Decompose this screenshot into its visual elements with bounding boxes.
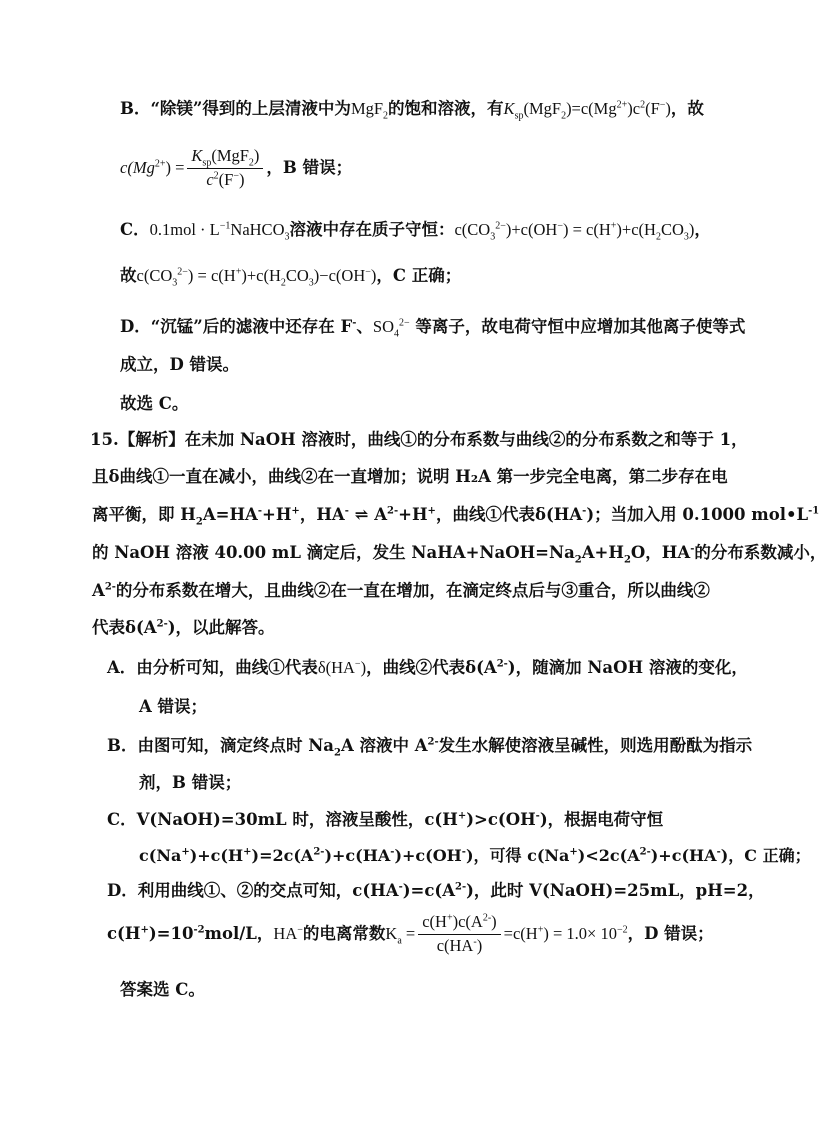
formula-ka: $K_a$ = bbox=[385, 923, 416, 947]
text-line-analysis-4: 的 NaOH 溶液 40.00 mL 滴定后，发生 $NaHA+NaOH=Na_2A+H_2O$，HA-的分布系数减小， bbox=[92, 543, 826, 566]
text-segment: 且δ曲线①一直在减小，曲线②在一直增加；说明 H₂A 第一步完全电离，第二步存在电 bbox=[92, 467, 728, 486]
text-line-analysis-5: $A^{2-}$的分布系数在增大，且曲线②在一直在增加，在滴定终点后与③重合，所以曲线② bbox=[92, 581, 710, 600]
formula-ha-ion: HA− bbox=[273, 923, 303, 943]
option-d-lead: D．“沉锰”后的滤液中还存在 F bbox=[120, 317, 353, 336]
text-segment: 的饱和溶液，有 bbox=[388, 99, 504, 118]
option-b-lead: B．“除镁”得到的上层清液中为 bbox=[120, 99, 351, 118]
formula-sulfate: $SO_4^{2-}$ bbox=[372, 317, 410, 340]
formula-concentration: $0.1mol \cdot L^{-1}NaHCO_3$ bbox=[149, 220, 290, 243]
text-line-choice bbox=[120, 396, 188, 413]
text-line-answer: 答案选 C。 bbox=[120, 980, 205, 999]
text-segment: 成立，D 错误。 bbox=[120, 355, 240, 374]
text-line-15-option-b: B．由图可知，滴定终点时 $Na_2A$ 溶液中 $A^{2-}$发生水解使溶液呈碱性，则选用酚酞为指示 bbox=[107, 736, 753, 759]
formula-mg-lhs: $c(Mg^{2+})$ = bbox=[120, 157, 185, 177]
text-line-analysis-2 bbox=[92, 469, 728, 486]
text-line-analysis-3: 离平衡，即 $H_2A=HA^-+H^+$，HA- ⇌ $A^{2-}+H^+$，曲线①代表δ(HA-)；当加入用 0.1000 $mol•L^{-1}$ bbox=[92, 505, 820, 528]
text-line-c-option bbox=[120, 220, 711, 243]
text-line-d-conclusion bbox=[120, 357, 239, 374]
text-segment: 等离子，故电荷守恒中应增加其他离子使等式 bbox=[409, 317, 746, 336]
text-line-b-option bbox=[120, 99, 704, 122]
text-line-15-option-d: D．利用曲线①、②的交点可知，$c(HA^-)=c(A^{2-})$，此时 V(NaOH)=25mL，pH=2， bbox=[107, 881, 765, 900]
text-line-15-option-c-charge: $c(Na^+)+c(H^+)=2c(A^{2-})+c(HA^-)+c(OH^-)$，可得 $c(Na^+)<2c(A^{2-})+c(HA^-)$，C 正确； bbox=[139, 846, 811, 865]
formula-ksp-expression: $K_{sp}(MgF_2)=c(Mg^{2+})c^2(F^-)$ bbox=[503, 99, 671, 122]
formula-proton-balance: $c(CO_3^{2-})+c(OH^-) = c(H^+)+c(H_2CO_3)$ bbox=[454, 220, 695, 243]
text-segment: 故 bbox=[120, 266, 137, 285]
equilibrium-arrow: ⇌ bbox=[348, 505, 375, 524]
text-line-15-option-d-ka: $c(H^+)=10^{-2}mol/L$，HA−的电离常数$K_a$ = $\frac{c(H^+)c(A^{2-})}{c(HA^-)}$ $=c(H^+) = 1.0\times 10^{-2}$，D 错误； bbox=[107, 912, 714, 955]
text-line-15-option-c: C．V(NaOH)=30mL 时，溶液呈酸性，c(H+)>c(OH-)，根据电荷守恒 bbox=[107, 810, 664, 829]
formula-mgf2: MgF$_2$ bbox=[350, 99, 389, 122]
text-segment: ，故 bbox=[670, 99, 704, 118]
text-line-15-option-a: A．由分析可知，曲线①代表δ(HA−)，曲线②代表$\delta(A^{2-})$，随滴加 NaOH 溶液的变化， bbox=[107, 658, 748, 677]
formula-carbonate: $c(CO_3^{2-}) = c(H^+)+c(H_2CO_3)-c(OH^-)$ bbox=[136, 266, 377, 289]
text-line-analysis-6: 代表$\delta(A^{2-})$，以此解答。 bbox=[92, 618, 275, 637]
text-line-d-option: D．“沉锰”后的滤液中还存在 F-、$SO_4^{2-}$ 等离子，故电荷守恒中应增加其他离子使等式 bbox=[120, 317, 746, 340]
text-line-15-option-a-end: A 错误； bbox=[139, 697, 208, 716]
text-line-c-conclusion bbox=[120, 266, 462, 289]
text-segment: 溶液中存在质子守恒： bbox=[289, 220, 455, 239]
fraction-ksp-over-f: $\frac{K_{sp}(MgF_2)}{c^2(F^-)}$ bbox=[187, 148, 263, 188]
question-15-heading bbox=[90, 432, 748, 449]
fraction-ka: $\frac{c(H^+)c(A^{2-})}{c(HA^-)}$ bbox=[418, 914, 500, 954]
text-segment: 故选 C。 bbox=[120, 394, 189, 413]
text-segment: ， bbox=[694, 220, 711, 239]
text-segment: ，C 正确； bbox=[376, 266, 462, 285]
text-line-15-option-b-end: 剂，B 错误； bbox=[139, 773, 242, 792]
text-segment: ，B 错误； bbox=[266, 157, 353, 177]
formula-ka-value: $=c(H^+) = 1.0\times 10^{-2}$ bbox=[503, 923, 628, 943]
text-segment: 15.【解析】在未加 NaOH 溶液时，曲线①的分布系数与曲线②的分布系数之和等于 1， bbox=[90, 430, 748, 449]
formula-delta-ha: δ(HA−) bbox=[317, 658, 367, 677]
option-c-lead: C． bbox=[120, 220, 150, 239]
text-line-b-formula bbox=[120, 148, 352, 188]
